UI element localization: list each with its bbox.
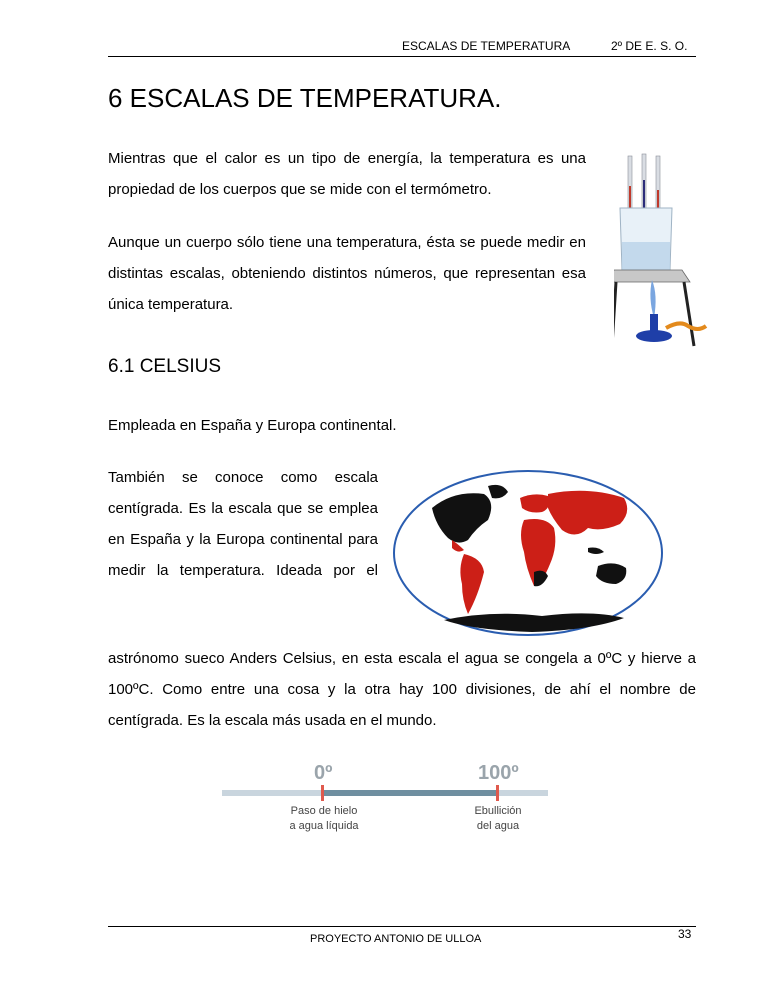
celsius-scale-diagram bbox=[222, 758, 548, 846]
header-title: ESCALAS DE TEMPERATURA bbox=[402, 39, 571, 53]
header-divider bbox=[108, 56, 696, 57]
header-course: 2º DE E. S. O. bbox=[611, 39, 688, 53]
footer-project: PROYECTO ANTONIO DE ULLOA bbox=[310, 933, 482, 945]
subsection-heading: 6.1 CELSIUS bbox=[108, 356, 221, 377]
thermometer-beaker-illustration bbox=[614, 150, 710, 350]
world-map-illustration bbox=[392, 468, 664, 638]
scale-caption-hundred: Ebullición del agua bbox=[474, 805, 522, 832]
section-paragraph-2: Aunque un cuerpo sólo tiene una temperatura, ésta se puede medir en distintas escalas, obteniendo distintos números, que representan esa única temperatura. bbox=[108, 234, 586, 313]
subsection-paragraph-1: Empleada en España y Europa continental. bbox=[108, 417, 397, 434]
scale-bar-range bbox=[322, 790, 498, 796]
section-heading: 6 ESCALAS DE TEMPERATURA. bbox=[108, 83, 502, 113]
subsection-paragraph-3: astrónomo sueco Anders Celsius, en esta escala el agua se congela a 0ºC y hierve a 100ºC. Como entre una cosa y la otra hay 100 divisiones, de ahí el nombre de centígrada. Es la escala más usada en el mundo. bbox=[108, 650, 696, 729]
page-number: 33 bbox=[678, 927, 692, 941]
scale-marker-zero bbox=[321, 785, 324, 801]
scale-marker-hundred bbox=[496, 785, 499, 801]
scale-label-hundred: 100º bbox=[478, 762, 519, 784]
footer-divider bbox=[108, 926, 696, 927]
scale-caption-zero: Paso de hielo a agua líquida bbox=[289, 805, 359, 832]
section-paragraph-1: Mientras que el calor es un tipo de energía, la temperatura es una propiedad de los cuerpos que se mide con el termómetro. bbox=[108, 150, 586, 198]
scale-label-zero: 0º bbox=[314, 762, 333, 784]
subsection-paragraph-2: También se conoce como escala centígrada. Es la escala que se emplea en España y la Europa continental para medir la temperatura. Ideada por el bbox=[108, 469, 378, 579]
